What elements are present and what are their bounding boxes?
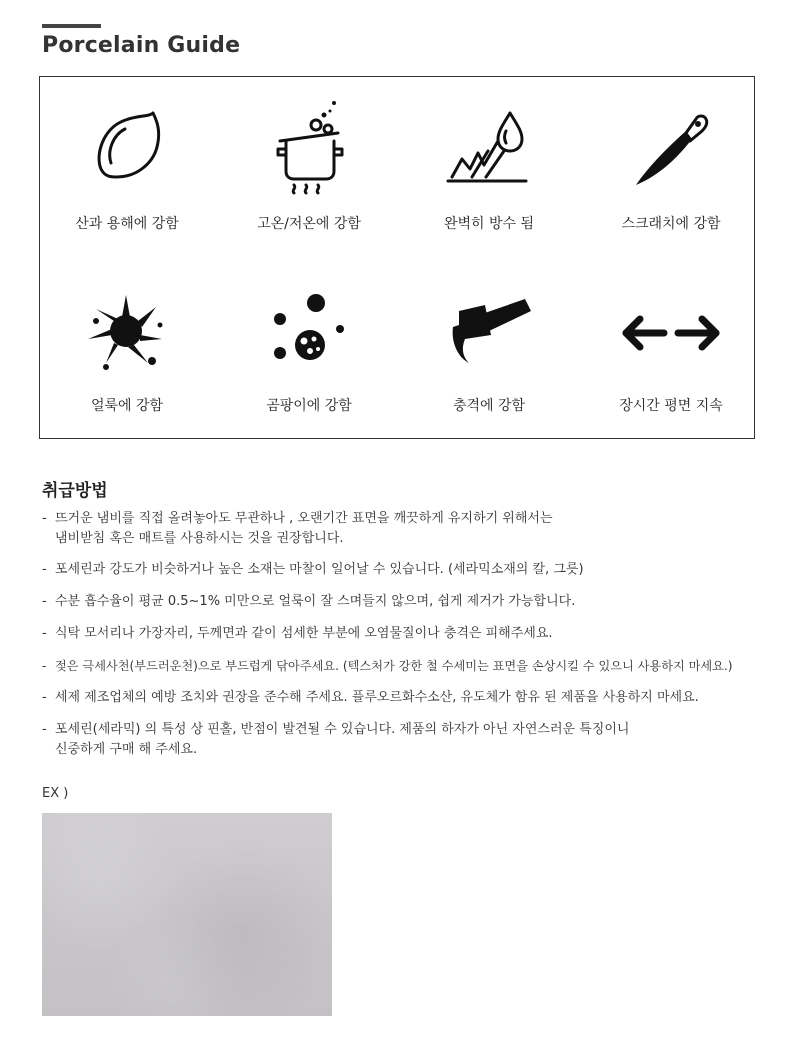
handling-text: 식탁 모서리나 가장자리, 두께면과 같이 섬세한 부분에 오염물질이나 충격은 피해주세요. <box>55 626 553 641</box>
waterproof-icon <box>444 107 534 189</box>
features-grid <box>39 76 755 439</box>
handling-item <box>42 656 733 676</box>
example-label: EX ) <box>42 786 69 801</box>
feature-scratch-resistance <box>582 107 760 232</box>
porcelain-surface-sample-image <box>42 813 332 1016</box>
handling-item <box>42 560 584 580</box>
feature-waterproof <box>400 107 578 232</box>
feature-label: 산과 용해에 강함 <box>75 216 179 232</box>
feature-long-term-flatness <box>582 291 760 414</box>
bullet-dash: - <box>42 511 47 526</box>
handling-item <box>42 688 699 708</box>
feature-label: 장시간 평면 지속 <box>619 398 723 414</box>
handling-item <box>42 624 553 644</box>
feature-label: 완벽히 방수 됨 <box>443 216 535 232</box>
feature-label: 얼룩에 강함 <box>90 398 164 414</box>
knife-icon <box>626 107 716 189</box>
handling-text: 포세린과 강도가 비슷하거나 높은 소재는 마찰이 일어날 수 있습니다. (세라믹소재의 칼, 그릇) <box>55 562 584 577</box>
handling-item <box>42 509 553 549</box>
feature-acid-resistance <box>38 107 216 232</box>
bullet-dash: - <box>42 690 47 705</box>
stain-splat-icon <box>82 291 172 373</box>
bullet-dash: - <box>42 626 47 641</box>
handling-text: 세제 제조업체의 예방 조치와 권장을 준수해 주세요. 플루오르화수소산, 유도체가 함유 된 제품을 사용하지 마세요. <box>55 690 699 705</box>
feature-label: 곰팡이에 강함 <box>266 398 352 414</box>
boiling-pot-icon <box>264 97 354 197</box>
handling-item <box>42 592 575 612</box>
hammer-icon <box>439 291 539 373</box>
feature-mold-resistance <box>220 291 398 414</box>
handling-text: 뜨거운 냄비를 직접 올려놓아도 무관하나 , 오랜기간 표면을 깨끗하게 유지하기 위해서는 <box>55 511 553 526</box>
feature-label: 스크래치에 강함 <box>621 216 721 232</box>
bullet-dash: - <box>42 722 47 737</box>
handling-text-continued: 냄비받침 혹은 매트를 사용하시는 것을 권장합니다. <box>55 531 344 546</box>
handling-section-title: 취급방법 <box>42 481 108 501</box>
lemon-icon <box>87 107 167 187</box>
feature-label: 고온/저온에 강함 <box>257 216 361 232</box>
handling-text: 포세린(세라믹) 의 특성 상 핀홀, 반점이 발견될 수 있습니다. 제품의 하자가 아닌 자연스러운 특징이니 <box>55 722 630 737</box>
page-title: Porcelain Guide <box>42 33 241 58</box>
feature-label: 충격에 강함 <box>452 398 526 414</box>
feature-stain-resistance <box>38 291 216 414</box>
title-accent-bar <box>42 24 101 28</box>
bullet-dash: - <box>42 562 47 577</box>
handling-text-continued: 신중하게 구매 해 주세요. <box>55 742 198 757</box>
handling-text: 젖은 극세사천(부드러운천)으로 부드럽게 닦아주세요. (텍스처가 강한 철 수세미는 표면을 손상시킬 수 있으니 사용하지 마세요.) <box>55 659 733 673</box>
handling-text: 수분 흡수율이 평균 0.5~1% 미만으로 얼룩이 잘 스며들지 않으며, 쉽게 제거가 가능합니다. <box>55 594 576 609</box>
double-arrow-icon <box>616 291 726 373</box>
feature-temperature-resistance <box>220 97 398 232</box>
bullet-dash: - <box>42 659 47 673</box>
mold-dots-icon <box>264 291 354 373</box>
feature-impact-resistance <box>400 291 578 414</box>
bullet-dash: - <box>42 594 47 609</box>
handling-item <box>42 720 629 760</box>
